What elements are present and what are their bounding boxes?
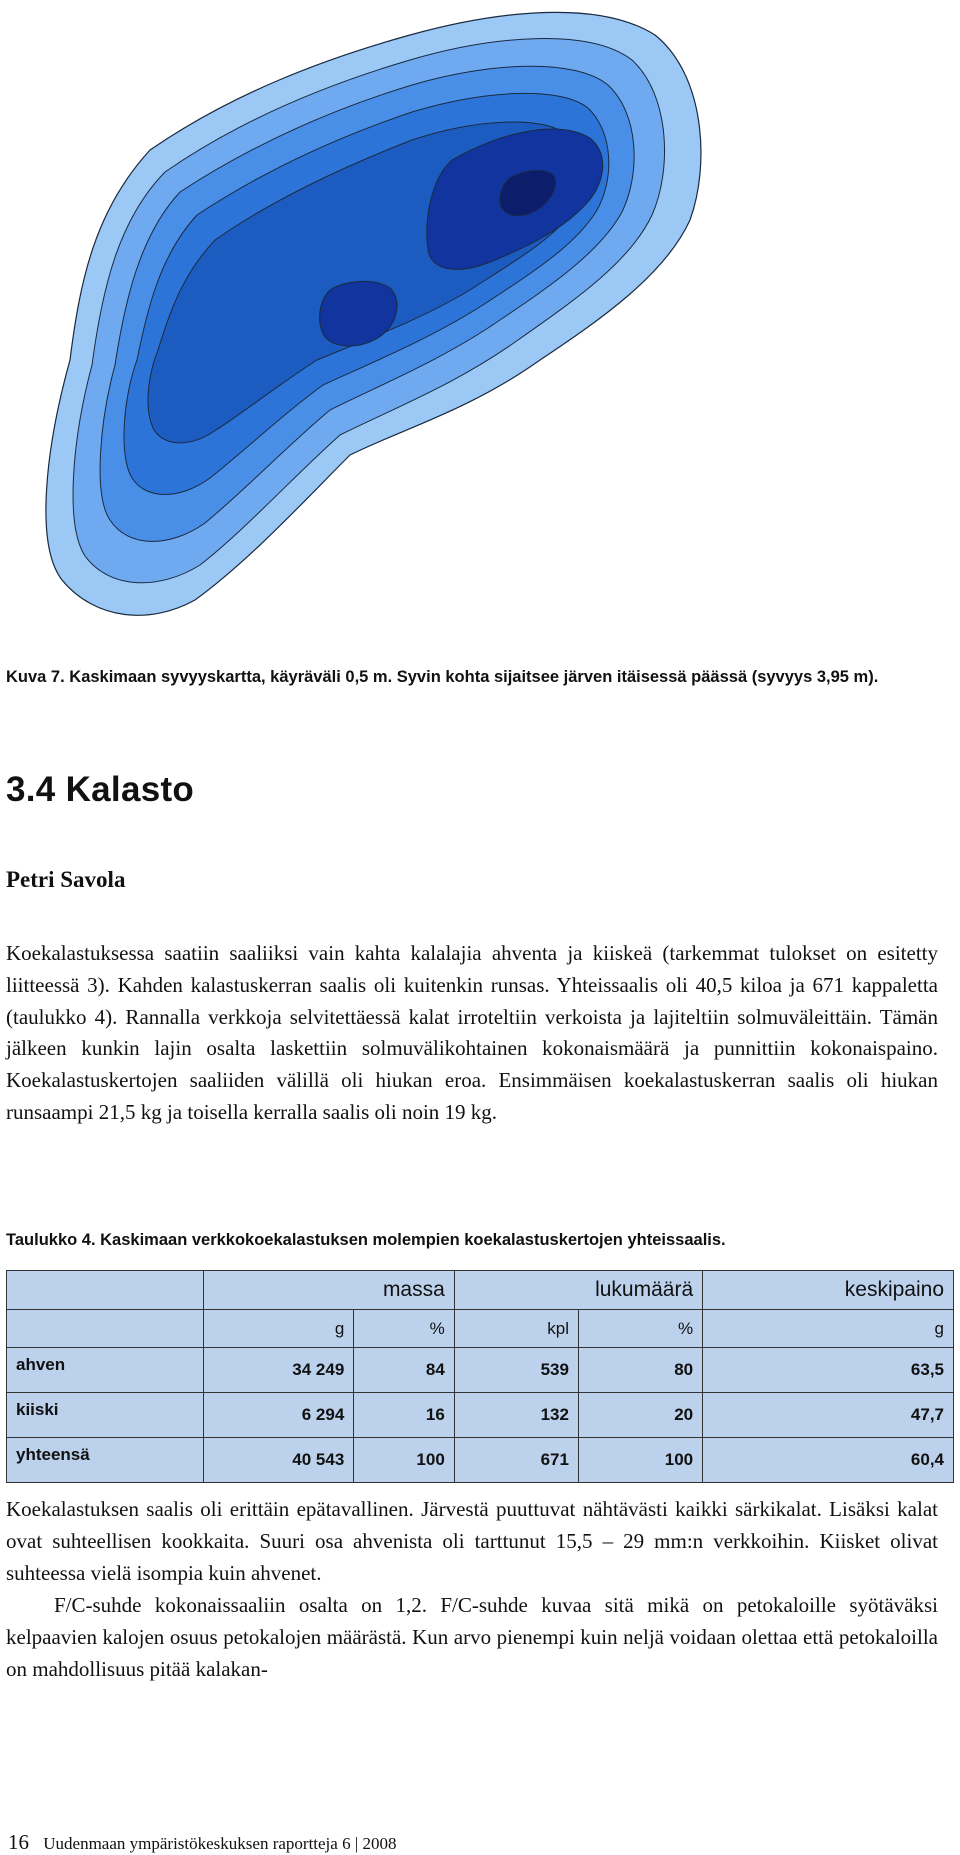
table-row (7, 1348, 954, 1393)
table-unit-header: kpl (454, 1310, 578, 1348)
table-cell: 6 294 (203, 1393, 354, 1438)
figure-caption: Kuva 7. Kaskimaan syvyyskartta, käyräväli 0,5 m. Syvin kohta sijaitsee järven itäisessä päässä (syvyys 3,95 m). (6, 668, 879, 686)
table-cell: 80 (578, 1348, 702, 1393)
table-unit-header: g (703, 1310, 954, 1348)
table-row-label: ahven (7, 1348, 204, 1393)
paragraph-catch-notes: Koekalastuksen saalis oli erittäin epätavallinen. Järvestä puuttuvat nähtävästi kaikki särkikalat. Lisäksi kalat ovat suhteellisen kookkaita. Suuri osa ahvenista oli tarttunut 15,5 – 29 mm:n verkkoihin. Kiisket olivat suhteessa vielä isompia kuin ahvenet. (6, 1497, 938, 1585)
footer-publication: Uudenmaan ympäristökeskuksen raportteja 6 | 2008 (43, 1834, 397, 1853)
table-row-label: yhteensä (7, 1438, 204, 1483)
table-corner-cell (7, 1310, 204, 1348)
table-cell: 100 (578, 1438, 702, 1483)
table-cell: 63,5 (703, 1348, 954, 1393)
table-cell: 84 (354, 1348, 455, 1393)
table-group-header-row (7, 1271, 954, 1310)
table-header-lukumaara: lukumäärä (454, 1271, 702, 1310)
table-header-massa: massa (203, 1271, 454, 1310)
catch-table (6, 1270, 954, 1483)
table-corner-cell (7, 1271, 204, 1310)
table-caption: Taulukko 4. Kaskimaan verkkokoekalastuksen molempien koekalastuskertojen yhteissaalis. (6, 1231, 726, 1249)
table-cell: 132 (454, 1393, 578, 1438)
page-footer (8, 1830, 396, 1855)
page-number: 16 (8, 1830, 29, 1854)
lake-depth-map (0, 0, 750, 630)
table-header-keskipaino: keskipaino (703, 1271, 954, 1310)
table-cell: 539 (454, 1348, 578, 1393)
paragraph-fc-ratio: F/C-suhde kokonaissaaliin osalta on 1,2. F/C-suhde kuvaa sitä mikä on petokaloille syötäväksi kelpaavien kalojen osuus petokalojen määrästä. Kun arvo pienempi kuin neljä voidaan olettaa että petokaloilla on mahdollisuus pitää kalakan- (6, 1593, 938, 1681)
table-cell: 16 (354, 1393, 455, 1438)
table-cell: 100 (354, 1438, 455, 1483)
section-author: Petri Savola (6, 867, 126, 892)
table-unit-header: g (203, 1310, 354, 1348)
table-row (7, 1438, 954, 1483)
table-unit-header-row (7, 1310, 954, 1348)
table-cell: 34 249 (203, 1348, 354, 1393)
table-row (7, 1393, 954, 1438)
section-heading: 3.4 Kalasto (6, 770, 195, 809)
table-cell: 40 543 (203, 1438, 354, 1483)
depth-map-figure (0, 0, 750, 630)
table-row-label: kiiski (7, 1393, 204, 1438)
paragraph-intro: Koekalastuksessa saatiin saaliiksi vain kahta kalalajia ahventa ja kiiskeä (tarkemmat tulokset on esitetty liitteessä 3). Kahden kalastuskerran saalis oli kuitenkin runsas. Yhteissaalis oli 40,5 kiloa ja 671 kappaletta (taulukko 4). Rannalla verkkoja selvitettäessä kalat irroteltiin verkoista ja lajiteltiin solmuväleittäin. Tämän jälkeen kunkin lajin osalta laskettiin solmuvälikohtainen kokonaismäärä ja punnittiin kokonaispaino. Koekalastuskertojen saaliiden välillä oli hiukan eroa. Ensimmäisen koekalastuskerran saalis oli hiukan runsaampi 21,5 kg ja toisella kerralla saalis oli noin 19 kg. (6, 941, 938, 1124)
table-cell: 60,4 (703, 1438, 954, 1483)
table-unit-header: % (578, 1310, 702, 1348)
table-cell: 20 (578, 1393, 702, 1438)
table-cell: 47,7 (703, 1393, 954, 1438)
table-unit-header: % (354, 1310, 455, 1348)
table-cell: 671 (454, 1438, 578, 1483)
